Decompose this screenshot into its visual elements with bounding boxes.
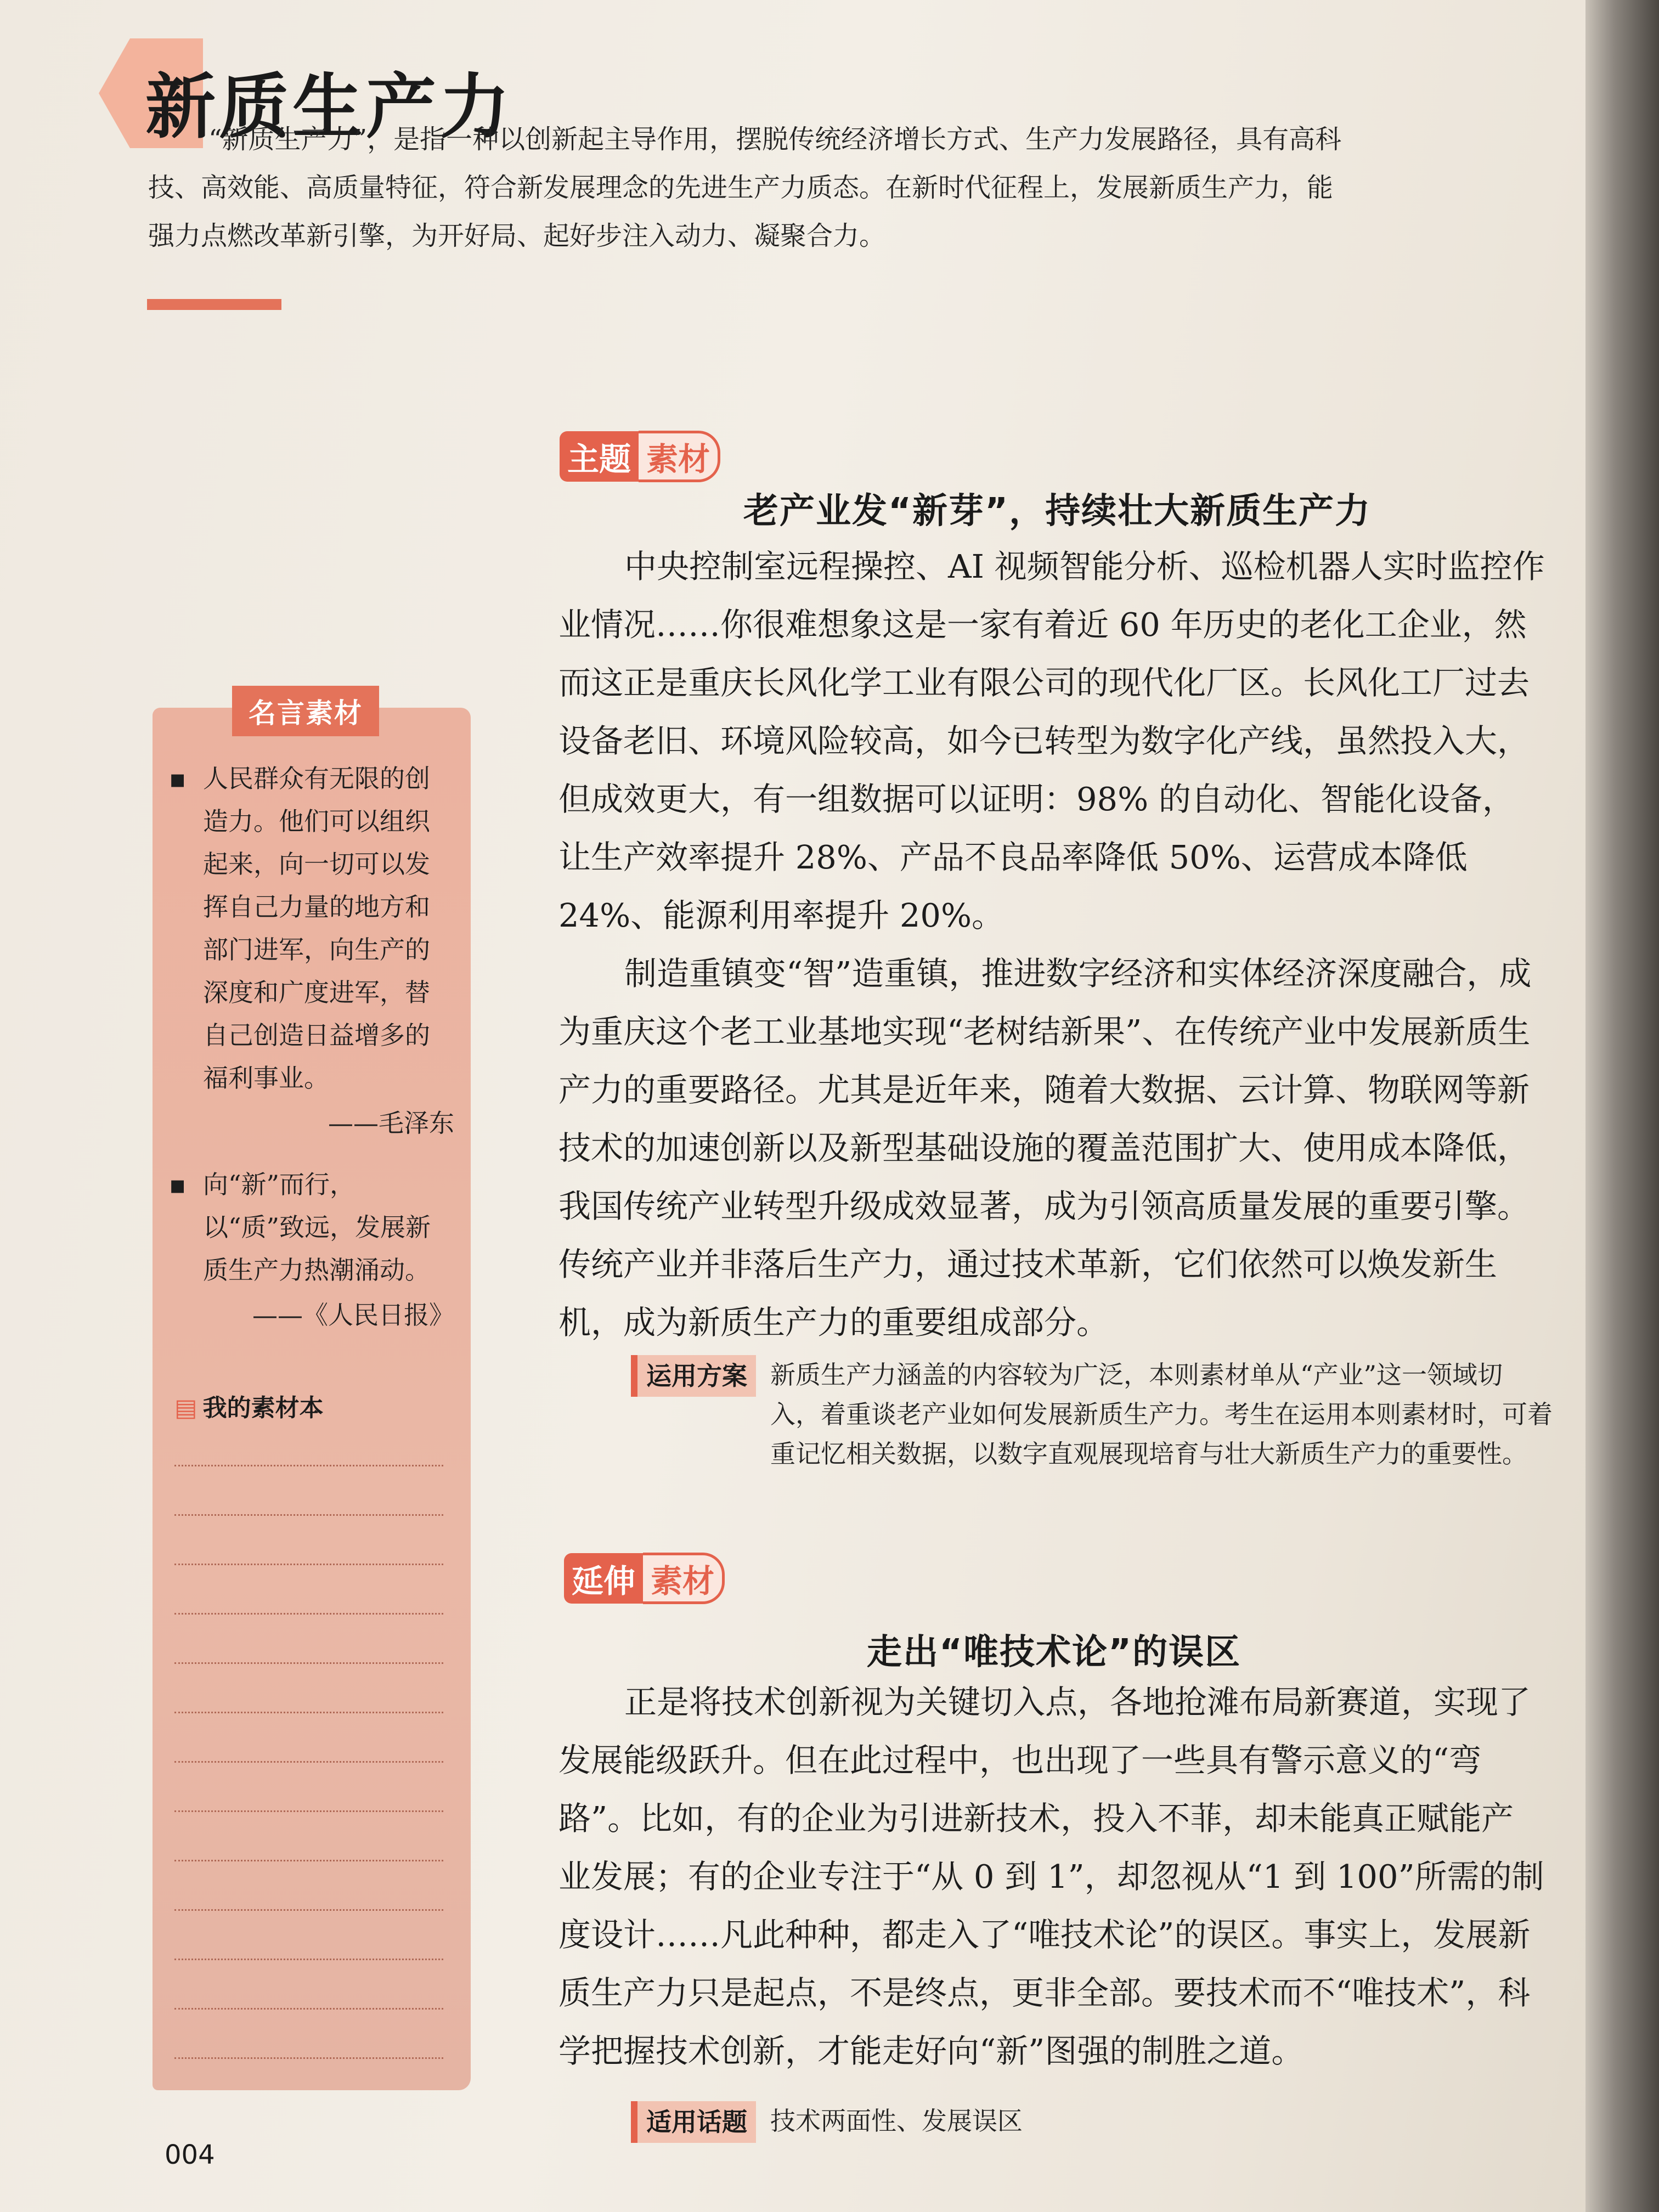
notebook-line: [174, 1613, 443, 1615]
usage-text: 新质生产力涵盖的内容较为广泛，本则素材单从“产业”这一领域切入，着重谈老产业如何发展新质生产力。考生在运用本则素材时，可着重记忆相关数据，以数字直观展现培育与壮大新质生产力的重要性。: [770, 1360, 1553, 1469]
quote-text: 人民群众有无限的创造力。他们可以组织起来，向一切可以发挥自己力量的地方和部门进军，向生产的深度和广度进军，替自己创造日益增多的福利事业。: [203, 764, 430, 1093]
quote-item: [169, 757, 454, 1144]
quote-source: ——毛泽东: [328, 1108, 454, 1138]
topic-text: 技术两面性、发展误区: [770, 2106, 1023, 2136]
sidebar-label: 名言素材: [232, 686, 379, 736]
notebook-line: [174, 1662, 443, 1664]
book-page-edge: [1585, 0, 1659, 2212]
notebook-line: [174, 1959, 443, 1960]
tag-part-b: 素材: [643, 1553, 725, 1604]
bullet-icon: ▪: [169, 1170, 187, 1199]
usage-label: 运用方案: [631, 1355, 756, 1397]
quote-item: [169, 1163, 454, 1336]
usage-note: [631, 1355, 1553, 1474]
notebook-line: [174, 1860, 443, 1861]
tag-part-a: 主题: [560, 431, 639, 482]
topic-note: [631, 2101, 1399, 2143]
notebook-line: [174, 1564, 443, 1565]
section-title: 老产业发“新芽”，持续壮大新质生产力: [743, 491, 1372, 532]
quotes-sidebar: [153, 697, 471, 2090]
section-body: [558, 1673, 1546, 2080]
notebook-line: [174, 2008, 443, 2010]
notebook-line: [174, 1761, 443, 1763]
notebook-line: [174, 1909, 443, 1911]
body-paragraph: 制造重镇变“智”造重镇，推进数字经济和实体经济深度融合，成为重庆这个老工业基地实现“老树结新果”、在传统产业中发展新质生产力的重要路径。尤其是近年来，随着大数据、云计算、物联网等新技术的加速创新以及新型基础设施的覆盖范围扩大、使用成本降低，我国传统产业转型升级成效显著，成为引领高质量发展的重要引擎。传统产业并非落后生产力，通过技术革新，它们依然可以焕发新生机，成为新质生产力的重要组成部分。: [558, 955, 1532, 1341]
notebook-label: 我的素材本: [202, 1394, 324, 1422]
page-number: 004: [165, 2140, 215, 2170]
notebook-line: [174, 1712, 443, 1713]
section-tag-theme: [560, 431, 720, 482]
notebook-line: [174, 2057, 443, 2059]
page-title: 新质生产力: [145, 66, 514, 148]
notebook-line: [174, 1465, 443, 1466]
body-paragraph: 正是将技术创新视为关键切入点，各地抢滩布局新赛道，实现了发展能级跃升。但在此过程中，也出现了一些具有警示意义的“弯路”。比如，有的企业为引进新技术，投入不菲，却未能真正赋能产业发展；有的企业专注于“从 0 到 1”，却忽视从“1 到 100”所需的制度设计……凡此种种，都走入了“唯技术论”的误区。事实上，发展新质生产力只是起点，不是终点，更非全部。要技术而不“唯技术”，科学把握技术创新，才能走好向“新”图强的制胜之道。: [558, 1683, 1544, 2070]
notebook-heading: [174, 1388, 324, 1423]
section-title: 走出“唯技术论”的误区: [867, 1632, 1242, 1673]
tag-part-a: 延伸: [564, 1553, 643, 1604]
quote-source: ——《人民日报》: [252, 1300, 454, 1330]
body-paragraph: 中央控制室远程操控、AI 视频智能分析、巡检机器人实时监控作业情况……你很难想象这是一家有着近 60 年历史的老化工企业，然而这正是重庆长风化学工业有限公司的现代化厂区。长风化工厂过去设备老旧、环境风险较高，如今已转型为数字化产线，虽然投入大，但成效更大，有一组数据可以证明：98% 的自动化、智能化设备，让生产效率提升 28%、产品不良品率降低 50%、运营成本降低 24%、能源利用率提升 20%。: [558, 548, 1545, 934]
section-tag-extension: [564, 1553, 725, 1604]
notebook-icon: ▤: [174, 1394, 198, 1422]
intro-divider: [147, 299, 281, 310]
intro-paragraph: “新质生产力”，是指一种以创新起主导作用，摆脱传统经济增长方式、生产力发展路径，具有高科技、高效能、高质量特征，符合新发展理念的先进生产力质态。在新时代征程上，发展新质生产力，能强力点燃改革新引擎，为开好局、起好步注入动力、凝聚合力。: [148, 124, 1342, 251]
tag-part-b: 素材: [639, 431, 720, 482]
bullet-icon: ▪: [169, 764, 187, 793]
notebook-line: [174, 1810, 443, 1812]
topic-label: 适用话题: [631, 2101, 756, 2143]
quote-text: 向“新”而行，以“质”致远，发展新质生产力热潮涌动。: [203, 1170, 431, 1285]
notebook-line: [174, 1514, 443, 1516]
section-body: [558, 538, 1546, 1352]
